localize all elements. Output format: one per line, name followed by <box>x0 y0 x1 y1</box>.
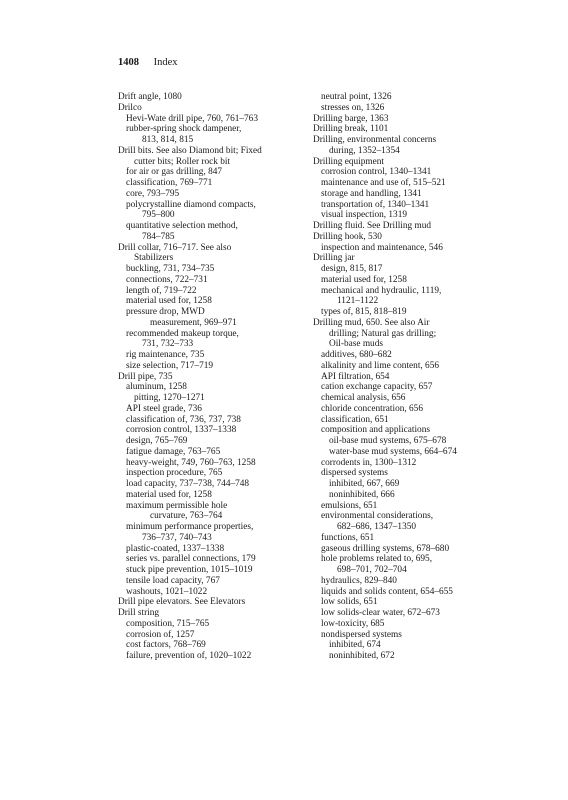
index-entry: Drill pipe elevators. See Elevators <box>118 597 246 608</box>
index-subentry: material used for, 1258 <box>126 296 212 307</box>
index-subentry: design, 765–769 <box>126 436 188 446</box>
index-subentry: low solids, 651 <box>321 597 378 608</box>
index-column-right <box>313 92 533 662</box>
index-subentry: inspection procedure, 765 <box>126 468 223 479</box>
index-subentry: cost factors, 768–769 <box>126 640 206 651</box>
index-subentry: inhibited, 674 <box>329 640 381 651</box>
index-subentry: core, 793–795 <box>126 188 180 199</box>
index-subentry: measurement, 969–971 <box>150 317 237 328</box>
index-subentry: noninhibited, 666 <box>329 489 395 500</box>
index-subentry: low solids-clear water, 672–673 <box>321 608 440 618</box>
index-subentry: quantitative selection method, <box>126 221 238 231</box>
index-subentry: Oil-base muds <box>329 339 383 350</box>
index-subentry: 736–737, 740–743 <box>142 532 212 543</box>
index-subentry: cutter bits; Roller rock bit <box>134 156 231 167</box>
index-subentry: failure, prevention of, 1020–1022 <box>126 651 252 661</box>
index-entry: Drill bits. See also Diamond bit; Fixed <box>118 145 262 156</box>
index-entry: Drilling hook, 530 <box>313 231 382 242</box>
index-entry: Drilling equipment <box>313 156 385 167</box>
index-subentry: recommended makeup torque, <box>126 328 239 339</box>
index-subentry: corrodents in, 1300–1312 <box>321 457 417 468</box>
index-subentry: emulsions, 651 <box>321 500 378 511</box>
index-subentry: 682–686, 1347–1350 <box>337 522 417 532</box>
page-header <box>118 57 178 68</box>
index-subentry: environmental considerations, <box>321 511 434 522</box>
index-subentry: mechanical and hydraulic, 1119, <box>321 285 442 296</box>
index-subentry: washouts, 1021–1022 <box>126 586 208 597</box>
index-subentry: classification, 769–771 <box>126 178 213 188</box>
index-subentry: water-base mud systems, 664–674 <box>329 446 457 457</box>
index-entry: Drilling break, 1101 <box>313 124 389 135</box>
index-subentry: 795–800 <box>142 210 175 221</box>
index-subentry: aluminum, 1258 <box>126 382 187 393</box>
index-subentry: buckling, 731, 734–735 <box>126 264 215 274</box>
index-entry: Drift angle, 1080 <box>118 92 182 102</box>
index-column-left <box>118 92 328 662</box>
index-entry: Drilling barge, 1363 <box>313 113 389 124</box>
index-entry: Drill string <box>118 608 160 618</box>
index-subentry: composition, 715–765 <box>126 618 210 629</box>
index-subentry: stresses on, 1326 <box>321 102 385 113</box>
index-entry: Drilling mud, 650. See also Air <box>313 317 430 328</box>
index-subentry: alkalinity and lime content, 656 <box>321 360 439 371</box>
index-subentry: 1121–1122 <box>337 296 379 307</box>
index-subentry: low-toxicity, 685 <box>321 618 385 629</box>
index-subentry: API steel grade, 736 <box>126 403 202 414</box>
index-subentry: pitting, 1270–1271 <box>134 393 205 403</box>
index-subentry: inhibited, 667, 669 <box>329 479 400 489</box>
index-subentry: corrosion control, 1337–1338 <box>126 425 237 436</box>
index-subentry: 698–701, 702–704 <box>337 565 407 575</box>
index-subentry: storage and handling, 1341 <box>321 188 422 199</box>
index-subentry: material used for, 1258 <box>321 274 407 285</box>
index-subentry: hole problems related to, 695, <box>321 554 433 565</box>
index-subentry: series vs. parallel connections, 179 <box>126 554 256 565</box>
index-subentry: heavy-weight, 749, 760–763, 1258 <box>126 457 256 468</box>
index-subentry: hydraulics, 829–840 <box>321 575 397 586</box>
index-subentry: size selection, 717–719 <box>126 360 214 371</box>
index-subentry: pressure drop, MWD <box>126 307 205 317</box>
index-subentry: nondispersed systems <box>321 629 402 640</box>
index-subentry: chemical analysis, 656 <box>321 393 406 403</box>
index-subentry: additives, 680–682 <box>321 350 392 360</box>
page-number: 1408 <box>118 57 139 68</box>
index-subentry: visual inspection, 1319 <box>321 210 407 221</box>
index-subentry: liquids and solids content, 654–655 <box>321 586 453 597</box>
index-entry: Drilco <box>118 102 142 113</box>
index-subentry: composition and applications <box>321 425 430 436</box>
index-subentry: functions, 651 <box>321 532 375 543</box>
page-title: Index <box>153 57 178 68</box>
index-subentry: plastic-coated, 1337–1338 <box>126 543 225 554</box>
index-subentry: dispersed systems <box>321 468 388 479</box>
index-subentry: fatigue damage, 763–765 <box>126 446 221 457</box>
index-subentry: types of, 815, 818–819 <box>321 307 407 317</box>
index-subentry: Stabilizers <box>134 253 174 264</box>
index-subentry: transportation of, 1340–1341 <box>321 199 430 210</box>
index-subentry: corrosion control, 1340–1341 <box>321 167 432 178</box>
index-entry: Drill collar, 716–717. See also <box>118 242 232 253</box>
index-subentry: Hevi-Wate drill pipe, 760, 761–763 <box>126 113 258 124</box>
index-subentry: material used for, 1258 <box>126 489 212 500</box>
index-subentry: classification, 651 <box>321 414 389 425</box>
index-subentry: drilling; Natural gas drilling; <box>329 328 437 339</box>
index-subentry: polycrystalline diamond compacts, <box>126 199 256 210</box>
index-subentry: cation exchange capacity, 657 <box>321 382 433 393</box>
index-subentry: length of, 719–722 <box>126 285 197 296</box>
index-subentry: gaseous drilling systems, 678–680 <box>321 543 450 554</box>
index-subentry: oil-base mud systems, 675–678 <box>329 436 447 446</box>
index-subentry: maximum permissible hole <box>126 500 228 511</box>
index-subentry: 813, 814, 815 <box>142 135 194 145</box>
index-subentry: noninhibited, 672 <box>329 651 395 661</box>
index-entry: Drilling fluid. See Drilling mud <box>313 221 432 231</box>
index-subentry: rubber-spring shock dampener, <box>126 124 242 135</box>
index-entry: Drilling jar <box>313 253 355 264</box>
index-subentry: inspection and maintenance, 546 <box>321 242 443 253</box>
index-subentry: corrosion of, 1257 <box>126 629 195 640</box>
index-subentry: neutral point, 1326 <box>321 92 392 102</box>
index-subentry: stuck pipe prevention, 1015–1019 <box>126 565 253 575</box>
index-subentry: API filtration, 654 <box>321 371 390 382</box>
index-subentry: tensile load capacity, 767 <box>126 575 220 586</box>
index-subentry: connections, 722–731 <box>126 274 208 285</box>
index-entry: Drilling, environmental concerns <box>313 135 437 145</box>
index-subentry: during, 1352–1354 <box>329 145 400 156</box>
index-subentry: rig maintenance, 735 <box>126 350 205 360</box>
index-subentry: design, 815, 817 <box>321 264 383 274</box>
index-subentry: 731, 732–733 <box>142 339 194 350</box>
index-subentry: for air or gas drilling, 847 <box>126 167 223 178</box>
index-subentry: curvature, 763–764 <box>150 511 223 522</box>
index-subentry: load capacity, 737–738, 744–748 <box>126 479 250 489</box>
index-subentry: classification of, 736, 737, 738 <box>126 414 241 425</box>
index-subentry: minimum performance properties, <box>126 522 254 532</box>
index-subentry: chloride concentration, 656 <box>321 403 423 414</box>
index-entry: Drill pipe, 735 <box>118 371 173 382</box>
index-subentry: 784–785 <box>142 231 175 242</box>
index-subentry: maintenance and use of, 515–521 <box>321 178 446 188</box>
